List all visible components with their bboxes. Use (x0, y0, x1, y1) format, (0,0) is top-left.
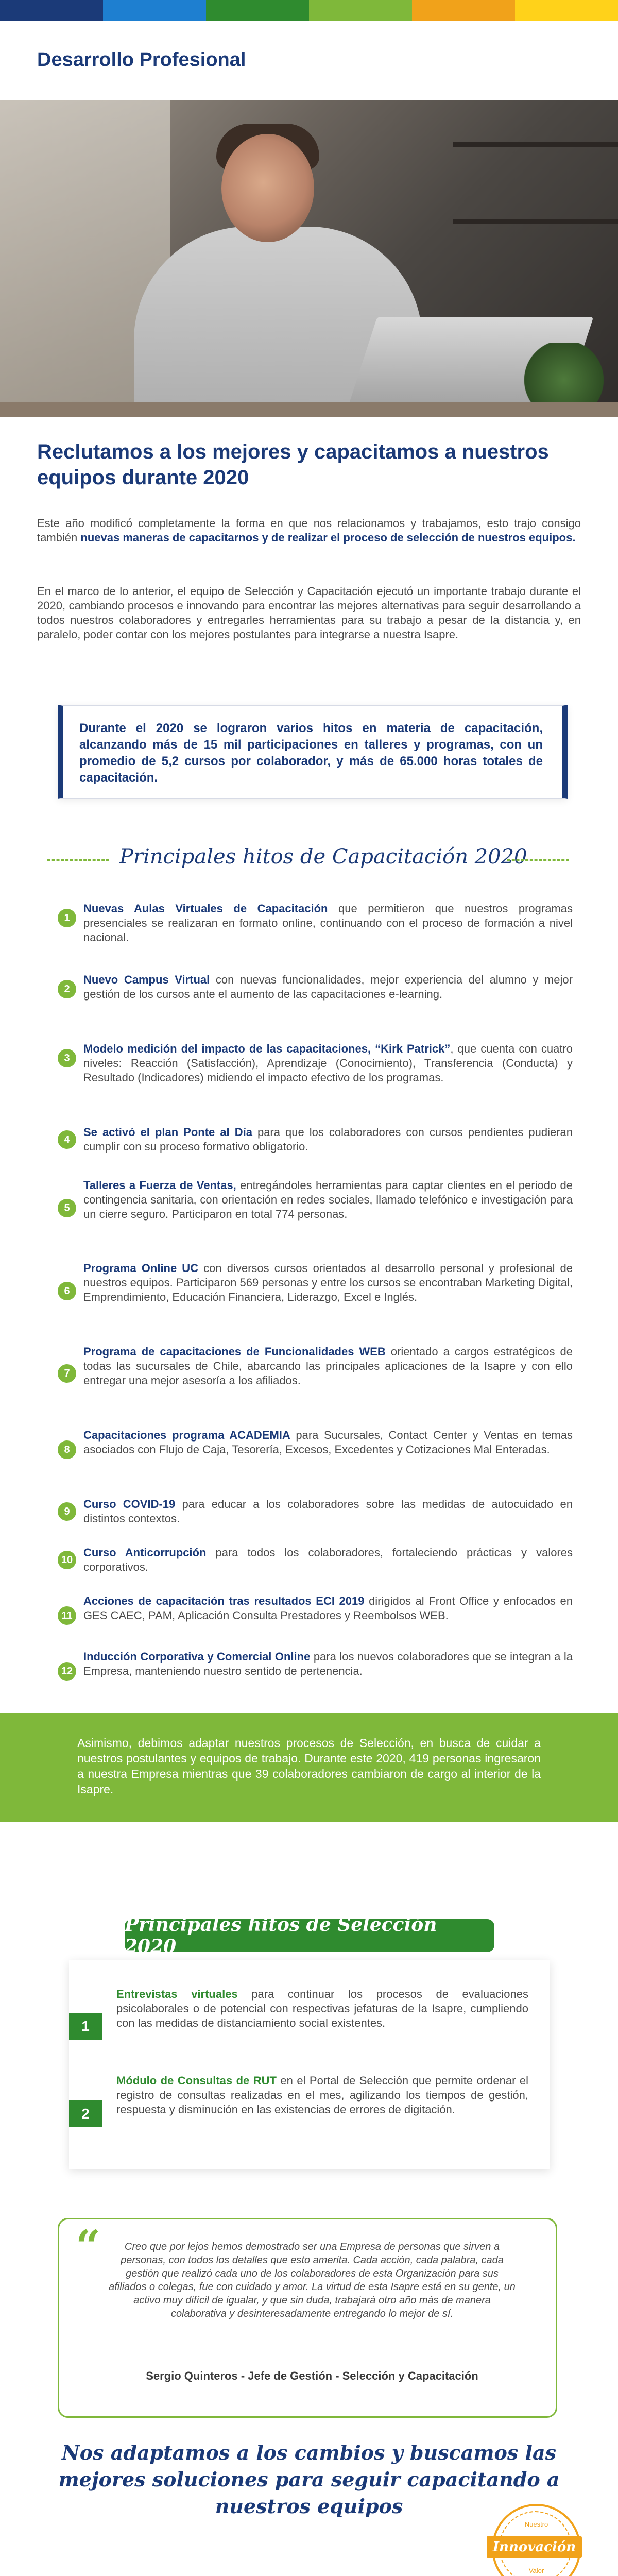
item-number: 5 (58, 1199, 76, 1217)
intro-paragraph-2: En el marco de lo anterior, el equipo de Selección y Capacitación ejecutó un importante trabajo durante el 2020, cambiando procesos e innovando para encontrar las mejores alternativas para seguir desarrollando a todos nuestros colaboradores y entregarles herramientas para su trabajo a pesar de la distancia y, en paralelo, poder contar con los mejores postulantes para integrarse a nuestra Isapre. (37, 585, 581, 641)
hero-person-head (221, 134, 314, 242)
item-bold: Se activó el plan Ponte al Día (83, 1126, 252, 1139)
color-segment (515, 0, 618, 21)
item-number: 7 (58, 1364, 76, 1383)
item-number: 10 (58, 1551, 76, 1569)
item-text: orientado a cargos estratégicos de todas las sucursales de Chile, abarcando las principales aplicaciones de la Isapre y con ello entregar una mejor asesoría a los afiliados. (83, 1345, 573, 1387)
item-bold: Modelo medición del impacto de las capacitaciones, “Kirk Patrick” (83, 1042, 451, 1055)
item-bold: Programa Online UC (83, 1262, 199, 1275)
highlight-box (58, 705, 568, 799)
quote-box (58, 2218, 557, 2418)
color-segment (309, 0, 412, 21)
item-bold: Curso Anticorrupción (83, 1546, 207, 1559)
intro-bold-text: nuevas maneras de capacitarnos y de realizar el proceso de selección de nuestros equipos. (80, 531, 576, 544)
highlight-text: Durante el 2020 se lograron varios hitos en materia de capacitación, alcanzando más de 15 mil participaciones en talleres y programas, con un promedio de 5,2 cursos por colaborador, y más de 65.000 horas totales de capacitación. (79, 721, 543, 785)
item-number: 9 (58, 1502, 76, 1521)
item-bold: Curso COVID-19 (83, 1498, 176, 1511)
top-color-bar (0, 0, 618, 21)
item-text: para educar a los colaboradores sobre las medidas de autocuidado en distintos contextos. (83, 1498, 573, 1525)
item-bold: Talleres a Fuerza de Ventas, (83, 1179, 236, 1192)
item-number: 1 (69, 2013, 102, 2040)
item-bold: Inducción Corporativa y Comercial Online (83, 1650, 311, 1663)
item-bold: Capacitaciones programa ACADEMIA (83, 1429, 290, 1442)
item-number: 8 (58, 1440, 76, 1459)
seal-top-text: Nuestro (524, 2520, 548, 2528)
color-segment (412, 0, 515, 21)
seleccion-box (69, 1960, 550, 2169)
title-dash-right (507, 859, 569, 861)
intro-text: Este año modificó completamente la forma en que nos relacionamos y trabajamos, esto trajo consigo también (37, 517, 581, 544)
item-text: que permitieron que nuestros programas presenciales se realizaran en formato online, continuando con el proceso de formación a nivel nacional. (83, 902, 573, 944)
title-dash-left (47, 859, 109, 861)
item-number: 11 (58, 1606, 76, 1625)
item-number: 1 (58, 909, 76, 927)
item-number: 12 (58, 1662, 76, 1681)
item-text: para los nuevos colaboradores que se integran a la Empresa, manteniendo nuestro sentido de pertenencia. (83, 1650, 573, 1677)
item-text: para que los colaboradores con cursos pendientes pudieran cumplir con su proceso formativo obligatorio. (83, 1126, 573, 1153)
item-number: 6 (58, 1282, 76, 1300)
item-text: para Sucursales, Contact Center y Ventas en temas asociados con Flujo de Caja, Tesorería, Excesos, Excedentes y Cotizaciones Mal Enteradas. (83, 1429, 573, 1456)
quote-author: Sergio Quinteros - Jefe de Gestión - Selección y Capacitación (146, 2369, 478, 2382)
seleccion-title: Principales hitos de Selección 2020 (125, 1919, 494, 1952)
capacitacion-title: Principales hitos de Capacitación 2020 (119, 845, 527, 869)
seal-ribbon: Innovación (487, 2536, 582, 2558)
item-text: con nuevas funcionalidades, mejor experiencia del alumno y mejor gestión de los cursos ante el aumento de las capacitaciones e-learning. (83, 973, 573, 1001)
color-segment (0, 0, 103, 21)
item-text: , que cuenta con cuatro niveles: Reacción (Satisfacción), Aprendizaje (Conocimiento), Transferencia (Conducta) y Resultado (Indicadores) midiendo el impacto efectivo de los programas. (83, 1042, 573, 1084)
item-text: para continuar los procesos de evaluaciones psicolaborales o de potencial con respectivas jefaturas de la Isapre, cumpliendo con las medidas de distanciamiento social existentes. (116, 1988, 528, 2029)
headline: Reclutamos a los mejores y capacitamos a nuestros equipos durante 2020 (37, 440, 549, 489)
item-number: 3 (58, 1049, 76, 1067)
hero-shelf (453, 219, 618, 224)
item-bold: Módulo de Consultas de RUT (116, 2074, 277, 2087)
seal-bottom-text: Valor (528, 2567, 544, 2574)
color-segment (103, 0, 206, 21)
item-number: 2 (69, 2100, 102, 2127)
closing-statement: Nos adaptamos a los cambios y buscamos las mejores soluciones para seguir capacitando a nuestros equipos (58, 2441, 560, 2518)
green-band (0, 1713, 618, 1822)
quote-text: Creo que por lejos hemos demostrado ser una Empresa de personas que sirven a personas, con todos los detalles que esto amerita. Cada acción, cada palabra, cada gestión que realizó cada uno de los colaboradores de esta Organización para sus afiliados o colegas, fue con cuidado y amor. La virtud de esta Isapre está en su gente, un activo muy difícil de igualar, y que sin duda, trabajará otro año más de manera colaborativa y desinteresadamente entregando lo mejor de sí. (109, 2241, 516, 2319)
item-bold: Programa de capacitaciones de Funcionalidades WEB (83, 1345, 386, 1358)
item-bold: Nuevo Campus Virtual (83, 973, 210, 986)
hero-shelf (453, 142, 618, 147)
band-text: Asimismo, debimos adaptar nuestros procesos de Selección, en busca de cuidar a nuestros postulantes y equipos de trabajo. Durante este 2020, 419 personas ingresaron a nuestra Empresa mientras que 39 colaboradores cambiaron de cargo al interior de la Isapre. (77, 1736, 541, 1796)
section-title: Desarrollo Profesional (37, 49, 246, 71)
color-segment (206, 0, 309, 21)
item-text: con diversos cursos orientados al desarrollo personal y profesional de nuestros equipos. Participaron 569 personas y entre los cursos se encontraban Marketing Digital, Emprendimiento, Educación Financiera, Liderazgo, Excel e Inglés. (83, 1262, 573, 1303)
item-number: 2 (58, 980, 76, 998)
hero-desk (0, 402, 618, 417)
item-bold: Entrevistas virtuales (116, 1988, 238, 2001)
hero-photo (0, 100, 618, 417)
item-text: dirigidos al Front Office y enfocados en GES CAEC, PAM, Aplicación Consulta Prestadores y Reembolsos WEB. (83, 1595, 573, 1622)
quote-icon: “ (76, 2221, 101, 2272)
item-text: en el Portal de Selección que permite ordenar el registro de consultas realizadas en el mes, agilizando los tiempos de gestión, respuesta y disminución en las existencias de errores de digitación. (116, 2074, 528, 2116)
item-number: 4 (58, 1130, 76, 1149)
item-text: para todos los colaboradores, fortaleciendo prácticas y valores corporativos. (83, 1546, 573, 1573)
item-text: entregándoles herramientas para captar clientes en el periodo de contingencia sanitaria, con orientación en redes sociales, llamado telefónico e investigación para un cierre seguro. Participaron en total 774 personas. (83, 1179, 573, 1221)
item-bold: Acciones de capacitación tras resultados ECI 2019 (83, 1595, 365, 1607)
item-bold: Nuevas Aulas Virtuales de Capacitación (83, 902, 328, 915)
intro-paragraph-1 (37, 516, 581, 545)
